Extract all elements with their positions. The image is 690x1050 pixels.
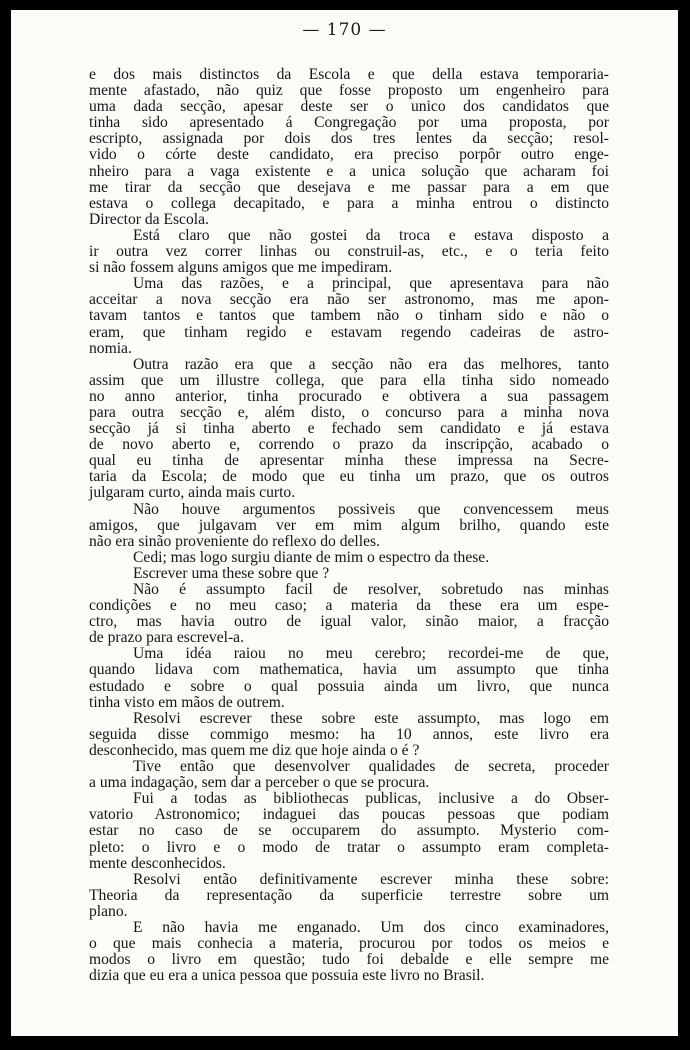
text-line: uma dada secção, apesar deste ser o unico dos candidatos que (89, 98, 609, 116)
text-line: nomia. (89, 339, 132, 357)
text-line: estudado e sobre o qual possuia ainda um livro, que nunca (89, 677, 609, 695)
text-line: eram, que tinham regido e estavam regendo cadeiras de astro- (89, 323, 609, 341)
text-line: ir outra vez correr linhas ou construil-as, etc., e o teria feito (89, 243, 609, 261)
text-line: Está claro que não gostei da troca e estava disposto a (133, 226, 609, 244)
text-line: assim que um illustre collega, que para ella tinha sido nomeado (89, 371, 609, 389)
text-line: para outra secção e, além disto, o concurso para a minha nova (89, 403, 609, 421)
text-line: julgaram curto, ainda mais curto. (89, 484, 296, 502)
text-line: e dos mais distinctos da Escola e que della estava temporaria- (89, 66, 609, 83)
text-line: mente desconhecidos. (89, 854, 226, 872)
text-line: nheiro para a vaga existente e a unica solução que acharam foi (89, 162, 609, 180)
text-line: Uma idéa raiou no meu cerebro; recordei-me de que, (133, 645, 609, 663)
text-line: ctro, mas havia outro de igual valor, sinão maior, a fracção (89, 613, 609, 631)
text-line: Fui a todas as bibliothecas publicas, inclusive a do Obser- (133, 790, 609, 808)
page-number: — 170 — (302, 20, 387, 40)
text-line: acceitar a nova secção era não ser astronomo, mas me apon- (89, 291, 609, 309)
text-line: mente afastado, não quiz que fosse proposto um engenheiro para (89, 82, 609, 100)
text-line: tinha visto em mãos de outrem. (89, 693, 285, 711)
text-line: de prazo para escrevel-a. (89, 629, 244, 647)
text-line: plano. (89, 902, 128, 920)
text-line: E não havia me enganado. Um dos cinco examinadores, (133, 918, 609, 936)
body-text (89, 67, 609, 984)
text-line: Escrever uma these sobre que ? (133, 564, 330, 582)
text-line: Não houve argumentos possiveis que convencessem meus (133, 500, 609, 518)
text-line: taria da Escola; de modo que eu tinha um prazo, que os outros (89, 468, 609, 486)
text-line: no anno anterior, tinha procurado e obtivera a sua passagem (89, 387, 609, 405)
text-line: desconhecido, mas quem me diz que hoje ainda o é ? (89, 741, 420, 759)
text-line: dizia que eu era a unica pessoa que possuia este livro no Brasil. (89, 967, 485, 985)
text-line: vido o córte deste candidato, era preciso porpôr outro enge- (89, 146, 609, 164)
text-line: o que mais conhecia a materia, procurou por todos os meios e (89, 935, 609, 953)
text-line: Uma das razões, e a principal, que apresentava para não (133, 275, 609, 293)
text-line: tavam tantos e tantos que tambem não o tinham sido e não o (89, 307, 609, 325)
text-line: de novo aberto e, correndo o prazo da inscripção, acabado o (89, 436, 609, 454)
text-line: Tive então que desenvolver qualidades de secreta, proceder (133, 758, 609, 776)
text-line: tinha sido apresentado á Congregação por uma proposta, por (89, 114, 609, 132)
text-line: me tirar da secção que desejava e me passar para a em que (89, 178, 609, 196)
text-line: modos o livro em questão; tudo foi debalde e elle sempre me (89, 951, 609, 969)
text-line: estar no caso de se occuparem do assumpto. Mysterio com- (89, 822, 609, 840)
text-line: Cedi; mas logo surgiu diante de mim o espectro da these. (133, 548, 490, 566)
text-line: Não é assumpto facil de resolver, sobretudo nas minhas (133, 581, 609, 598)
text-line: Outra razão era que a secção não era das melhores, tanto (133, 355, 609, 373)
text-line: qual eu tinha de apresentar minha these impressa na Secre- (89, 452, 609, 470)
text-line: vatorio Astronomico; indaguei das poucas pessoas que podiam (89, 806, 609, 824)
text-line: Resolvi então definitivamente escrever minha these sobre: (133, 870, 609, 888)
text-line: Theoria da representação da superficie terrestre sobre um (89, 886, 609, 904)
text-line: si não fossem alguns amigos que me impediram. (89, 259, 393, 277)
text-line: estava o collega decapitado, e para a minha entrou o distincto (89, 194, 609, 212)
text-line: condições e no meu caso; a materia da these era um espe- (89, 597, 609, 615)
text-line: seguida disse commigo mesmo: ha 10 annos, este livro era (89, 725, 609, 743)
text-line: não era sinão proveniente do reflexo do delles. (89, 532, 380, 550)
text-line: Director da Escola. (89, 210, 209, 228)
text-line: amigos, que julgavam ver em mim algum brilho, quando este (89, 516, 609, 534)
text-line: escripto, assignada por dois dos tres lentes da secção; resol- (89, 130, 609, 148)
text-line: quando lidava com mathematica, havia um assumpto que tinha (89, 661, 609, 679)
text-line: a uma indagação, sem dar a perceber o que se procura. (89, 774, 430, 792)
text-line: Resolvi escrever these sobre este assumpto, mas logo em (133, 709, 609, 727)
text-line: secção já si tinha aberto e fechado sem candidato e já estava (89, 420, 609, 438)
page (11, 10, 678, 1036)
text-line: pleto: o livro e o modo de tratar o assumpto eram completa- (89, 838, 609, 856)
